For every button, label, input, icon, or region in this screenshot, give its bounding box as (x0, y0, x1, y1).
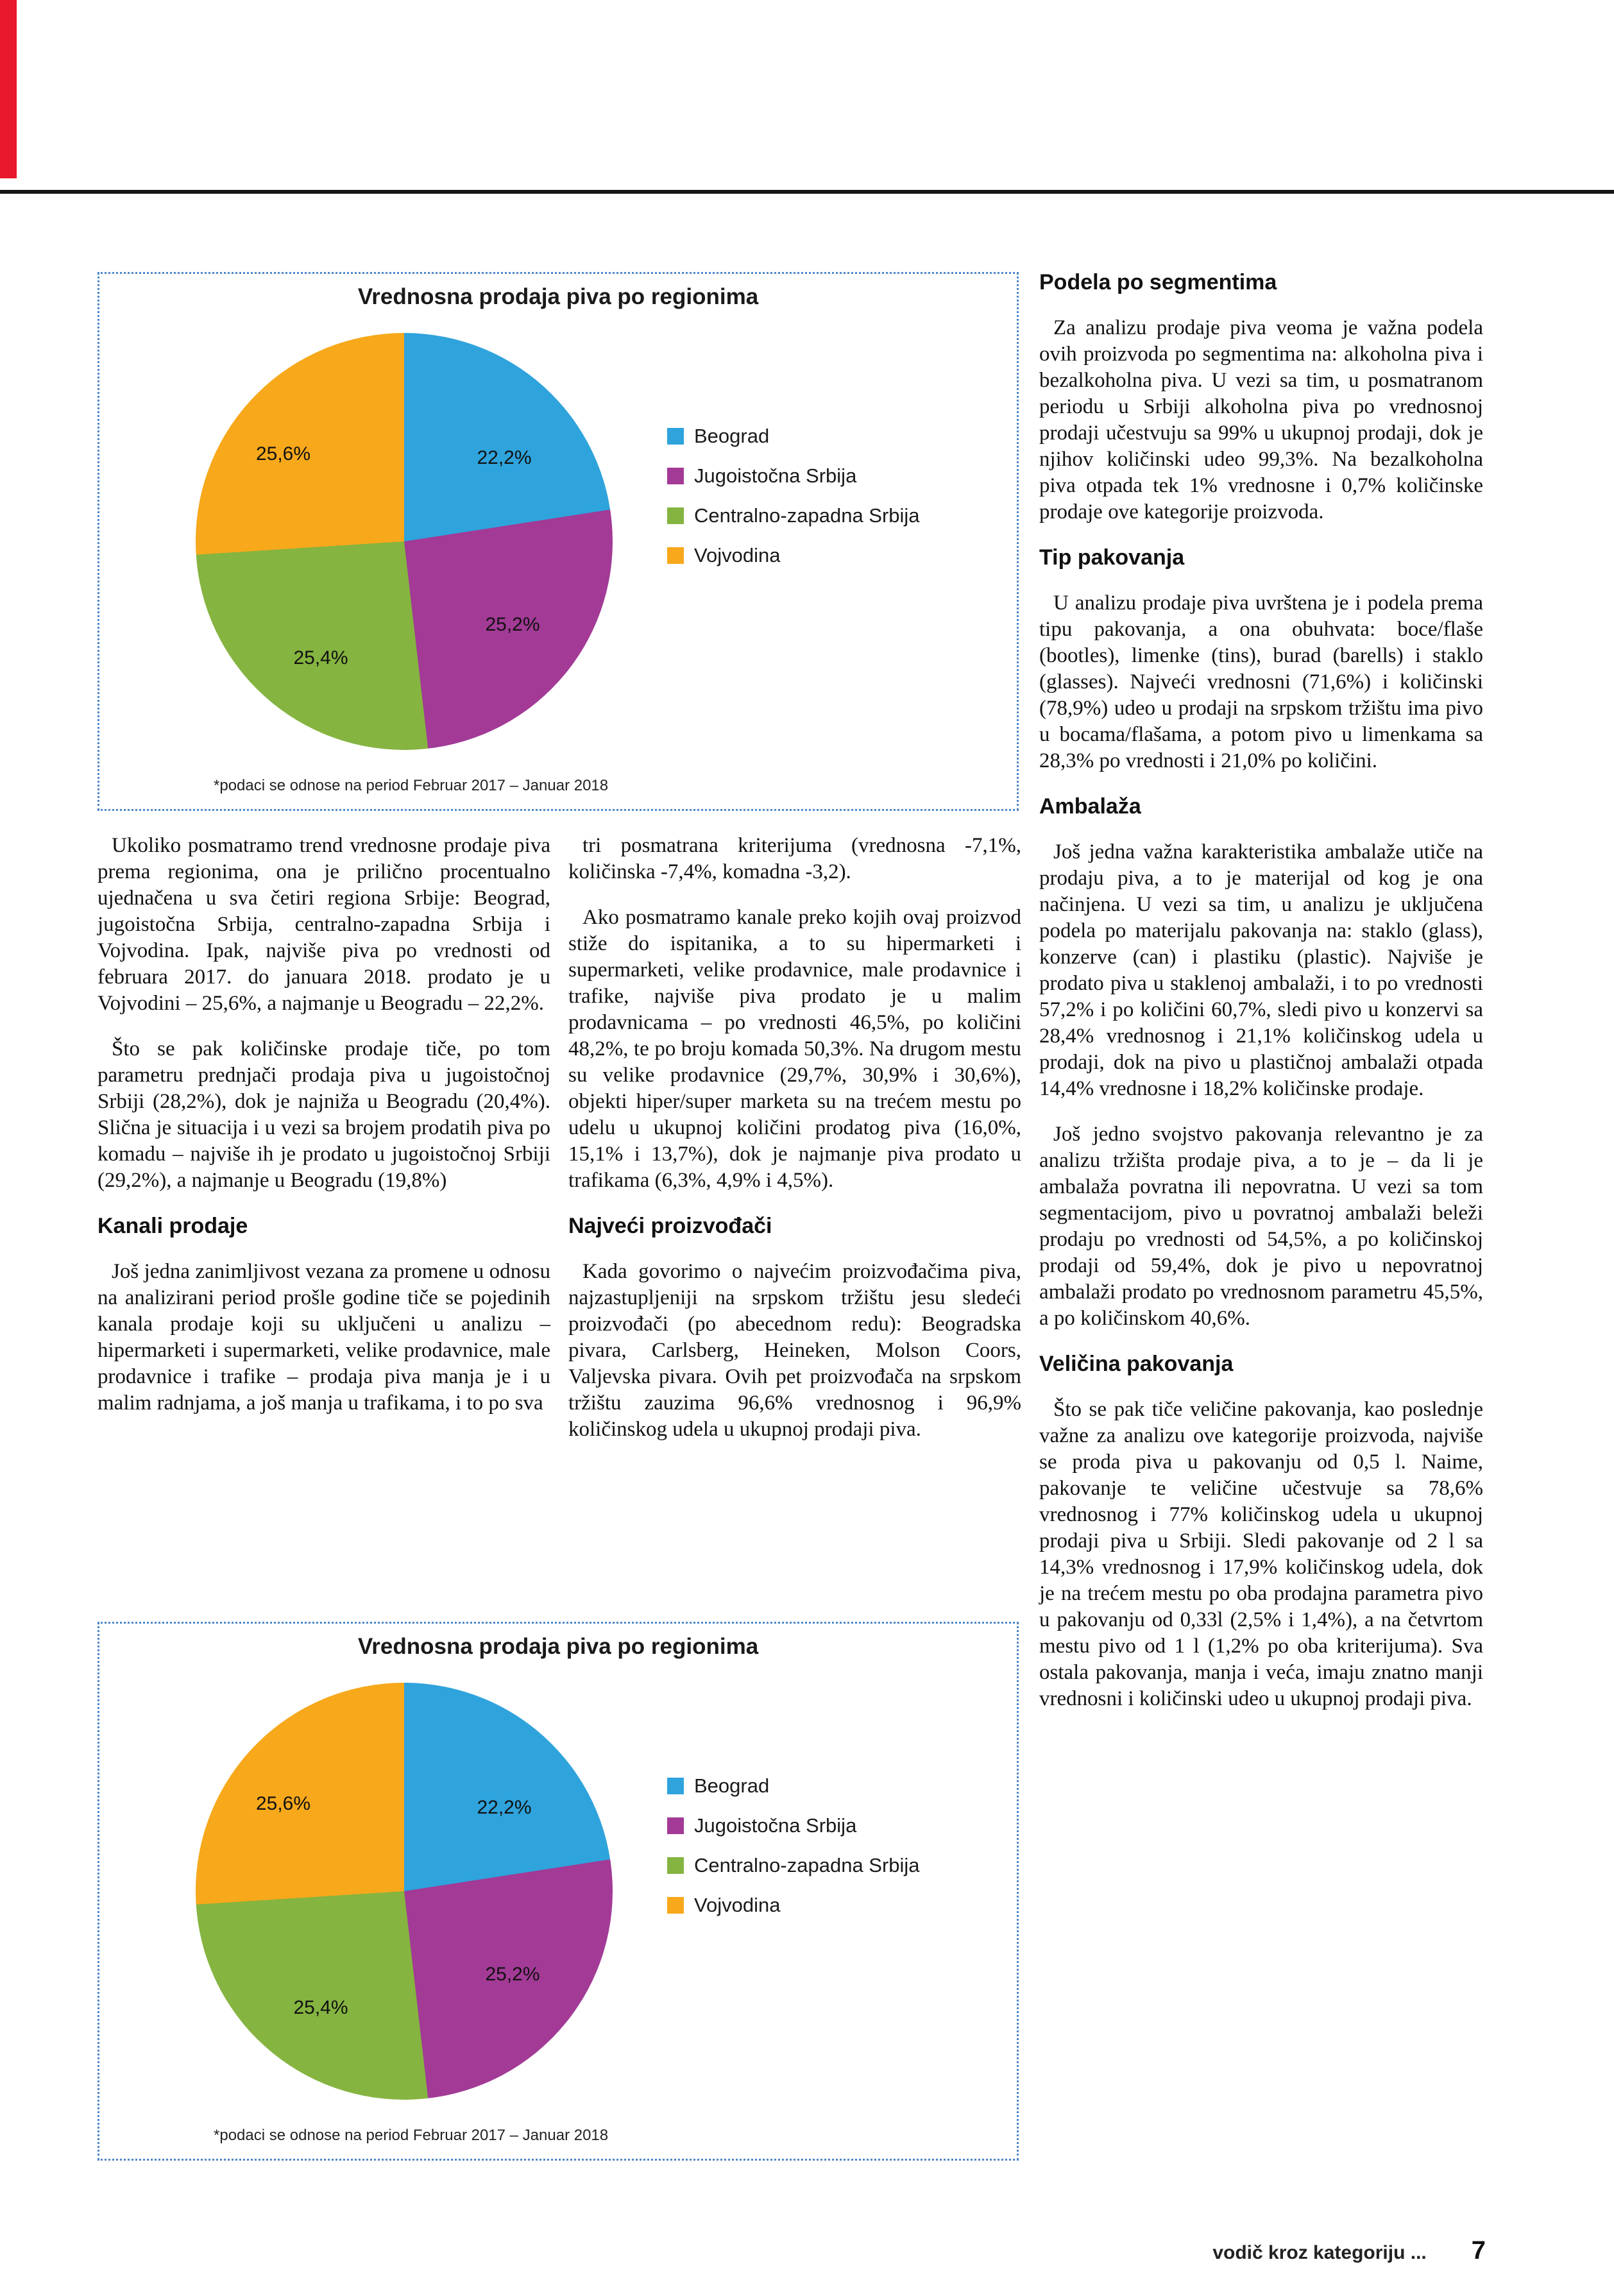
legend-label: Beograd (694, 1774, 770, 1797)
legend-item (667, 504, 920, 527)
pie-slice-label-beograd: 22,2% (477, 447, 532, 468)
pie-slice-label-centralno: 25,4% (293, 647, 348, 668)
paragraph: Kada govorimo o najvećim proizvođačima piva, najzastupljeniji na srpskom tržištu jesu sledeći proizvođači (po abecednom redu): Beogradska pivara, Carlsberg, Heineken, Molson Coors, Valjevska pivara. Ovih pet proizvođača na srpskom tržištu zauzima 96,6% vrednosnog i 96,9% količinskog udela u ukupnoj prodaji piva. (568, 1260, 1021, 1441)
legend-swatch (667, 507, 684, 524)
pie-slice-label-vojvodina: 25,6% (255, 1792, 311, 1814)
legend-swatch (667, 1817, 684, 1834)
chart-title: Vrednosna prodaja piva po regionima (357, 284, 759, 309)
chart-legend (667, 1774, 920, 1917)
chart-footnote: *podaci se odnose na period Februar 2017 – Januar 2018 (214, 2127, 609, 2144)
section-heading-najveci-proizvodjaci: Najveći proizvođači (568, 1214, 772, 1238)
paragraph: Ukoliko posmatramo trend vrednosne prodaje piva prema regionima, ona je prilično procentualno ujednačena u sva četiri regiona Srbije: Beograd, jugoistočna Srbija, centralno-zapadna Srbija i Vojvodina. Ipak, najviše piva po vrednosti od februara 2017. do januara 2018. prodato je u Vojvodini – 25,6%, a najmanje u Beogradu – 22,2%. (98, 834, 550, 1015)
paragraph: Ako posmatramo kanale preko kojih ovaj proizvod stiže do ispitanika, a to su hipermarketi i supermarketi, velike prodavnice, male prodavnice i trafike, najviše piva prodato je u malim prodavnicama – po vrednosti 46,5%, po količini 48,2%, te po broju komada 50,3%. Na drugom mestu su velike prodavnice (29,7%, 30,9% i 30,6%), objekti hiper/super marketa su na trećem mestu po udelu u ukupnoj količini prodatog piva (16,0%, 15,1% i 13,7%), dok je najmanje piva prodato u trafikama (6,3%, 4,9% i 4,5%). (568, 906, 1021, 1192)
legend-swatch (667, 1897, 684, 1914)
legend-item (667, 1814, 920, 1837)
pie-chart-panel-top (98, 272, 1019, 811)
chart-title: Vrednosna prodaja piva po regionima (357, 1634, 759, 1659)
paragraph: Još jedna važna karakteristika ambalaže utiče na prodaju piva, a to je materijal od kog je ona načinjena. U vezi sa tim, u analizu je uključena podela po materijalu pakovanja na: staklo (glass), konzerve (can) i plastiku (plastic). Najviše je prodato piva u staklenoj ambalaži, i to po vrednosti 57,2% i po količini 60,7%, sledi pivo u konzervi sa 28,4% vrednosnog i 21,1% količinskog udela u prodaji, dok na pivo u plastičnoj ambalaži otpada 14,4% vrednosne i 18,2% količinske prodaje. (1039, 840, 1483, 1100)
section-heading-podela-po-segmentima: Podela po segmentima (1039, 270, 1277, 294)
legend-label: Beograd (694, 425, 770, 447)
column-right (1039, 266, 1483, 1731)
legend-item (667, 1854, 920, 1877)
section-heading-kanali-prodaje: Kanali prodaje (98, 1214, 248, 1238)
legend-label: Centralno-zapadna Srbija (694, 1854, 920, 1876)
paragraph: tri posmatrana kriterijuma (vrednosna -7,1%, količinska -7,4%, komadna -3,2). (568, 834, 1021, 883)
legend-label: Centralno-zapadna Srbija (694, 504, 920, 527)
pie-slice-label-vojvodina: 25,6% (255, 443, 311, 464)
paragraph: Što se pak tiče veličine pakovanja, kao poslednje važne za analizu ove kategorije proizvoda, najviše se proda piva u pakovanju od 0,5 l. Naime, pakovanje te veličine učestvuje sa 78,6% vrednosnog i 77% količinskog udela u ukupnoj prodaji piva u Srbiji. Sledi pakovanje od 2 l sa 14,3% vrednosnog i 17,9% količinskog udela, dok je na trećem mestu po oba prodajna parametra pivo u pakovanju od 0,33l (2,5% i 1,4%), a na četvrtom mestu pivo od 1 l (1,2% po oba kriterijuma). Sva ostala pakovanja, manja i veća, imaju znatno manji vrednosni i količinski udeo u ukupnoj prodaji piva. (1039, 1398, 1483, 1710)
red-accent-bar (0, 0, 17, 178)
section-heading-ambalaza: Ambalaža (1039, 794, 1141, 819)
top-rule (0, 190, 1614, 194)
pie-slice-label-beograd: 22,2% (477, 1797, 532, 1818)
legend-item (667, 1774, 920, 1798)
paragraph: U analizu prodaje piva uvrštena je i podela prema tipu pakovanja, a ona obuhvata: boce/flaše (bootles), limenke (tins), burad (barells) i staklo (glasses). Najveći vrednosni (71,6%) i količinski (78,9%) udeo u prodaji na srpskom tržištu ima pivo u bocama/flašama, a potom pivo u limenkama sa 28,3% po vrednosti i 21,0% po količini. (1039, 591, 1483, 772)
legend-label: Vojvodina (694, 1894, 781, 1916)
legend-swatch (667, 1778, 684, 1794)
paragraph: Još jedna zanimljivost vezana za promene u odnosu na analizirani period prošle godine tiče se pojedinih kanala prodaje koji su uključeni u analizu – hipermarketi i supermarketi, velike prodavnice, male prodavnice i trafike – prodaja piva manja je i u malim radnjama, a još manja u trafikama, i to po sva (98, 1260, 550, 1415)
footer-label: vodič kroz kategoriju ... (1212, 2242, 1427, 2263)
legend-swatch (667, 468, 684, 484)
section-heading-tip-pakovanja: Tip pakovanja (1039, 545, 1185, 570)
legend-label: Jugoistočna Srbija (694, 464, 857, 487)
pie-chart (196, 333, 613, 750)
footer (1212, 2236, 1486, 2265)
legend-swatch (667, 1857, 684, 1874)
legend-swatch (667, 547, 684, 564)
column-left (98, 833, 550, 1436)
legend-item (667, 425, 920, 448)
legend-item (667, 1894, 920, 1917)
page-number: 7 (1471, 2236, 1486, 2265)
chart-legend (667, 425, 920, 567)
paragraph: Još jedno svojstvo pakovanja relevantno je za analizu tržišta prodaje piva, a to je – da li je ambalaža povratna ili nepovratna. U vezi sa tom segmentacijom, pivo u povratnoj ambalaži beleži prodaju po vrednosti od 54,5%, a po količinskoj prodaji od 59,4%, dok je pivo u nepovratnoj ambalaži prodato po vrednosnom parametru 45,5%, a po količinskom 40,6%. (1039, 1123, 1483, 1330)
pie-chart (196, 1683, 613, 2100)
paragraph: Što se pak količinske prodaje tiče, po tom parametru prednjači prodaja piva u jugoistočnoj Srbiji (28,2%), dok je najniža u Beogradu (20,4%). Slična je situacija i u vezi sa brojem prodatih piva po komadu – najviše ih je prodato u jugoistočnoj Srbiji (29,2%), a najmanje u Beogradu (19,8%) (98, 1037, 550, 1192)
pie-slice-label-jugoistocna: 25,2% (485, 1964, 540, 1985)
column-middle (568, 833, 1021, 1462)
paragraph: Za analizu prodaje piva veoma je važna podela ovih proizvoda po segmentima na: alkoholna piva i bezalkoholna piva. U vezi sa tim, u posmatranom periodu u Srbiji alkoholna piva po vrednosnoj prodaji učestvuju sa 99% u ukupnoj prodaji, dok je njihov količinski udeo 99,3%. Na bezalkoholna piva otpada tek 1% vrednosne i 0,7% količinske prodaje ove kategorije proizvoda. (1039, 316, 1483, 523)
legend-item (667, 544, 920, 567)
legend-item (667, 464, 920, 488)
legend-label: Jugoistočna Srbija (694, 1814, 857, 1837)
legend-swatch (667, 428, 684, 445)
section-heading-velicina-pakovanja: Veličina pakovanja (1039, 1352, 1234, 1376)
chart-footnote: *podaci se odnose na period Februar 2017 – Januar 2018 (214, 777, 609, 794)
pie-slice-label-jugoistocna: 25,2% (485, 614, 540, 635)
pie-chart-panel-bottom (98, 1622, 1019, 2161)
pie-slice-label-centralno: 25,4% (293, 1997, 348, 2018)
legend-label: Vojvodina (694, 544, 781, 566)
